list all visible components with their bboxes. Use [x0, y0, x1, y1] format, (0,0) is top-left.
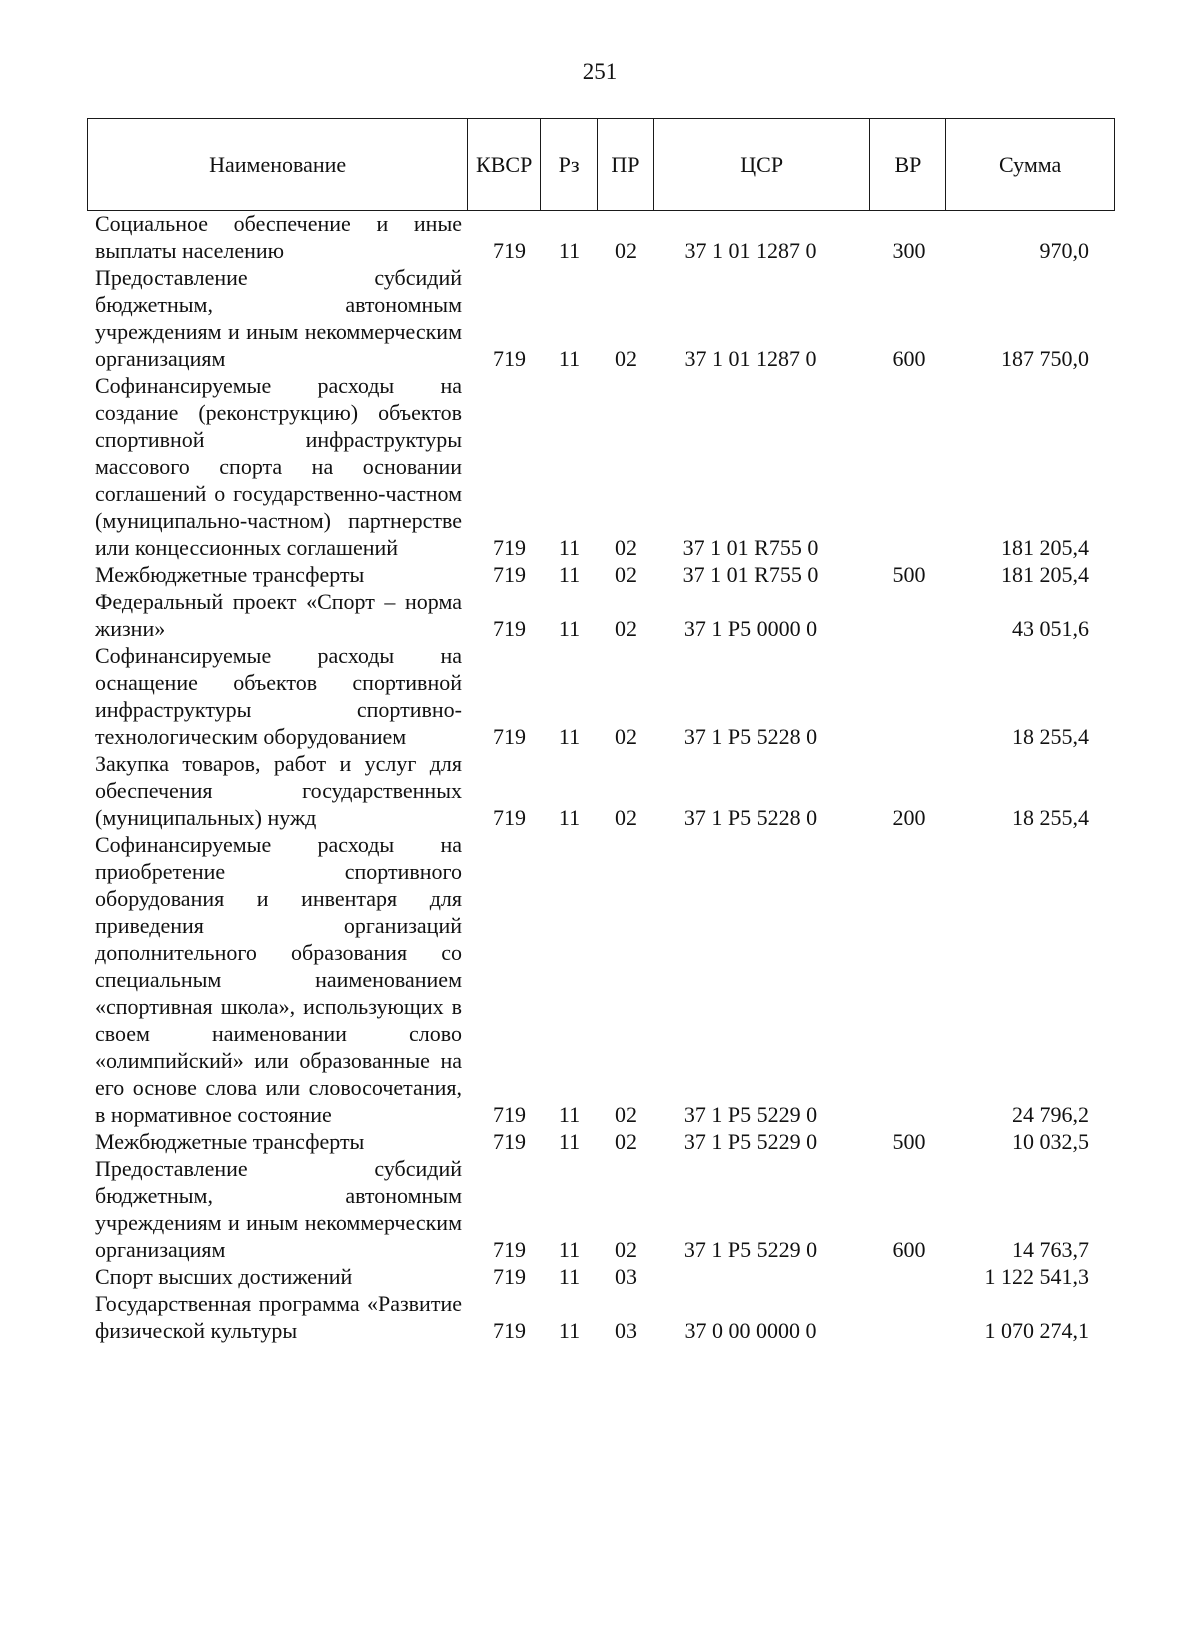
row-rz: 11	[558, 1129, 581, 1154]
row-kvsr: 719	[493, 616, 526, 641]
table-row	[87, 750, 1115, 831]
header-sum: Сумма	[999, 151, 1062, 177]
row-kvsr: 719	[493, 535, 526, 560]
table-row	[87, 1128, 1115, 1155]
header-pr: ПР	[598, 119, 654, 210]
row-kvsr: 719	[493, 724, 526, 749]
row-pr: 02	[615, 562, 637, 587]
row-rz: 11	[558, 724, 581, 749]
row-pr: 02	[615, 1129, 637, 1154]
table-row	[87, 1263, 1115, 1290]
row-pr: 03	[615, 1264, 637, 1289]
row-sum: 18 255,4	[1012, 724, 1089, 749]
row-csr: 37 1 01 1287 0	[684, 238, 817, 263]
row-csr: 37 1 P5 0000 0	[683, 616, 818, 641]
row-csr: 37 1 P5 5229 0	[683, 1129, 818, 1154]
table-row	[87, 1155, 1115, 1263]
row-rz: 11	[558, 616, 581, 641]
header-csr: ЦСР	[654, 119, 871, 210]
row-vr: 600	[892, 346, 926, 371]
row-pr: 02	[615, 1102, 637, 1127]
row-sum: 14 763,7	[1012, 1237, 1089, 1262]
row-pr: 02	[615, 535, 637, 560]
row-pr: 02	[615, 238, 637, 263]
row-pr: 02	[615, 346, 637, 371]
row-kvsr: 719	[493, 1129, 526, 1154]
row-name: Федеральный проект «Спорт – норма жизни»	[95, 589, 462, 641]
row-name: Предоставление субсидий бюджетным, автономным учреждениям и иным некоммерческим организациям	[95, 265, 462, 371]
row-rz: 11	[558, 1318, 581, 1343]
row-kvsr: 719	[493, 562, 526, 587]
row-pr: 02	[615, 616, 637, 641]
table-row	[87, 264, 1115, 372]
row-vr: 500	[892, 562, 926, 587]
row-rz: 11	[558, 535, 581, 560]
row-sum: 18 255,4	[1012, 805, 1089, 830]
row-vr: 500	[892, 1129, 926, 1154]
table-row	[87, 831, 1115, 1128]
row-rz: 11	[558, 238, 581, 263]
row-sum: 1 070 274,1	[984, 1318, 1089, 1343]
row-vr: 200	[892, 805, 926, 830]
table-row	[87, 642, 1115, 750]
row-csr: 37 1 01 1287 0	[684, 346, 817, 371]
row-rz: 11	[558, 805, 581, 830]
table-body	[87, 210, 1115, 1344]
row-sum: 10 032,5	[1012, 1129, 1089, 1154]
table-row	[87, 588, 1115, 642]
row-sum: 970,0	[1039, 238, 1089, 263]
row-csr: 37 1 01 R755 0	[682, 535, 819, 560]
row-vr: 600	[892, 1237, 926, 1262]
row-sum: 43 051,6	[1012, 616, 1089, 641]
row-sum: 181 205,4	[1001, 562, 1089, 587]
row-rz: 11	[558, 1264, 581, 1289]
table-header	[87, 118, 1115, 211]
row-name: Межбюджетные трансферты	[95, 562, 365, 587]
row-pr: 03	[615, 1318, 637, 1343]
row-name: Софинансируемые расходы на создание (реконструкцию) объектов спортивной инфраструктуры массового спорта на основании соглашений о государственно-частном (муниципально-частном) партнерстве или концессионных соглашений	[95, 373, 462, 560]
row-name: Спорт высших достижений	[95, 1264, 353, 1289]
row-name: Софинансируемые расходы на приобретение спортивного оборудования и инвентаря для приведения организаций дополнительного образования со специальным наименованием «спортивная школа», использующих в своем наименовании слово «олимпийский» или образованные на его основе слова или словосочетания, в нормативное состояние	[95, 832, 462, 1127]
row-kvsr: 719	[493, 1237, 526, 1262]
row-csr: 37 1 P5 5229 0	[683, 1237, 818, 1262]
row-sum: 24 796,2	[1012, 1102, 1089, 1127]
row-name: Государственная программа «Развитие физической культуры	[95, 1291, 462, 1343]
row-sum: 181 205,4	[1001, 535, 1089, 560]
row-kvsr: 719	[493, 1264, 526, 1289]
row-rz: 11	[558, 346, 581, 371]
row-csr: 37 1 P5 5229 0	[683, 1102, 818, 1127]
row-name: Закупка товаров, работ и услуг для обеспечения государственных (муниципальных) нужд	[95, 751, 462, 830]
row-pr: 02	[615, 1237, 637, 1262]
row-csr: 37 1 01 R755 0	[682, 562, 819, 587]
row-name: Предоставление субсидий бюджетным, автономным учреждениям и иным некоммерческим организациям	[95, 1156, 462, 1262]
row-vr: 300	[892, 238, 926, 263]
row-name: Межбюджетные трансферты	[95, 1129, 365, 1154]
header-vr: ВР	[870, 119, 946, 210]
table-row	[87, 561, 1115, 588]
row-rz: 11	[558, 1102, 581, 1127]
header-rz: Рз	[541, 119, 598, 210]
page-number: 251	[582, 59, 618, 84]
row-csr: 37 0 00 0000 0	[684, 1318, 817, 1343]
header-kvsr: КВСР	[468, 119, 541, 210]
row-pr: 02	[615, 724, 637, 749]
row-csr: 37 1 P5 5228 0	[683, 724, 818, 749]
row-name: Социальное обеспечение и иные выплаты населению	[95, 211, 462, 263]
row-csr: 37 1 P5 5228 0	[683, 805, 818, 830]
header-name: Наименование	[88, 119, 468, 210]
row-kvsr: 719	[493, 238, 526, 263]
row-name: Софинансируемые расходы на оснащение объектов спортивной инфраструктуры спортивно-технологическим оборудованием	[95, 643, 462, 749]
row-pr: 02	[615, 805, 637, 830]
row-rz: 11	[558, 1237, 581, 1262]
table-row	[87, 1290, 1115, 1344]
table-row	[87, 210, 1115, 264]
row-kvsr: 719	[493, 1102, 526, 1127]
row-sum: 187 750,0	[1001, 346, 1089, 371]
row-kvsr: 719	[493, 346, 526, 371]
row-kvsr: 719	[493, 805, 526, 830]
row-kvsr: 719	[493, 1318, 526, 1343]
row-sum: 1 122 541,3	[984, 1264, 1089, 1289]
row-rz: 11	[558, 562, 581, 587]
table-row	[87, 372, 1115, 561]
